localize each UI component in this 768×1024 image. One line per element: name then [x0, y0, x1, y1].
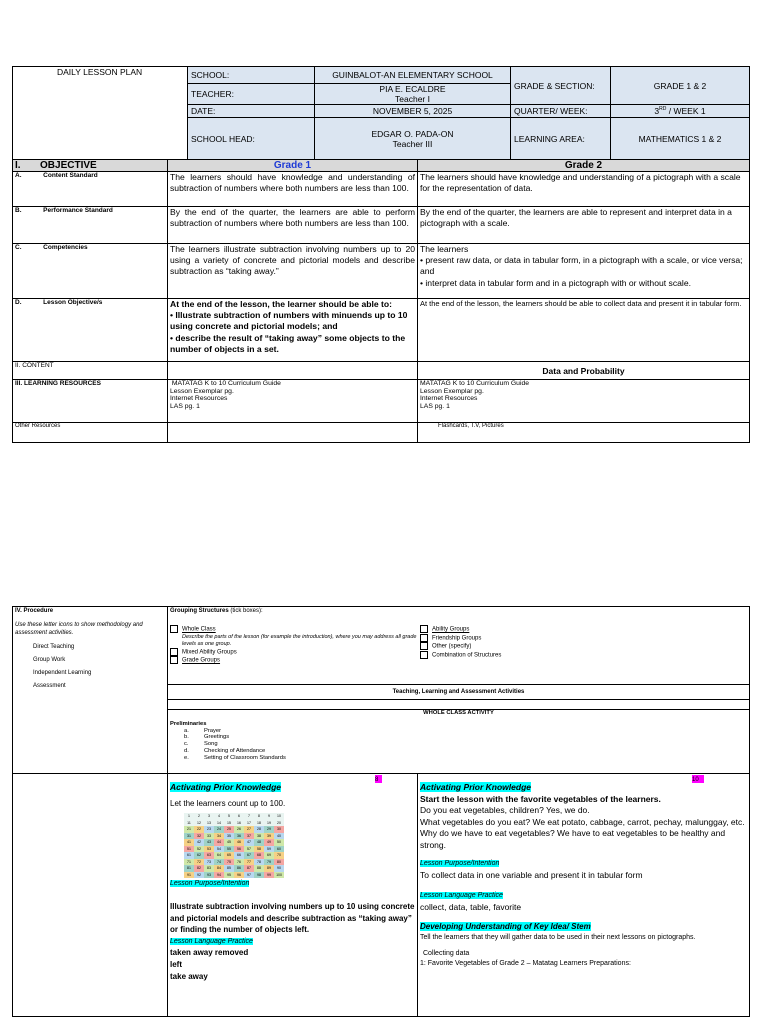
- content-standard-g2: The learners should have knowledge and understanding of a pictograph with a scale for the representation of data.: [418, 172, 750, 207]
- date-value: NOVEMBER 5, 2025: [315, 105, 511, 118]
- hundred-chart-cell: 49: [264, 839, 274, 846]
- hundred-chart-cell: 93: [204, 872, 214, 879]
- hundred-chart-cell: 9: [264, 813, 274, 820]
- hundred-chart-cell: 80: [274, 859, 284, 866]
- hundred-chart-cell: 10: [274, 813, 284, 820]
- grouping-cell: Grouping Structures (tick boxes): Whole Class Describe the parts of the lesson (for example the introduction), where you may address all grade levels as one group. Mixed Ability Groups Grade Groups Ability Groups Friendship Groups Other (specify) Combination of Structures: [168, 607, 750, 685]
- hundred-chart-cell: 95: [224, 872, 234, 879]
- content-g2: Data and Probability: [418, 362, 750, 380]
- other-resources-g1: [168, 423, 418, 443]
- resources-g2: MATATAG K to 10 Curriculum Guide Lesson Exemplar pg. Internet Resources LAS pg. 1: [418, 380, 750, 423]
- hundred-chart-cell: 59: [264, 846, 274, 853]
- hundred-chart-cell: 74: [214, 859, 224, 866]
- hundred-chart-cell: 64: [214, 852, 224, 859]
- hundred-chart-cell: 21: [184, 826, 194, 833]
- hundred-chart-cell: 91: [184, 872, 194, 879]
- checkbox-combination[interactable]: Combination of Structures: [420, 651, 501, 660]
- hundred-chart-cell: 62: [194, 852, 204, 859]
- hundred-chart-cell: 86: [234, 865, 244, 872]
- grade1-heading: Grade 1: [168, 160, 418, 172]
- g2-collect-item: 1: Favorite Vegetables of Grade 2 – Matatag Learners Preparations:: [420, 959, 631, 967]
- hundred-chart-cell: 99: [264, 872, 274, 879]
- hundred-chart-cell: 2: [194, 813, 204, 820]
- title-cell: [13, 67, 188, 160]
- method-group: Group Work: [33, 657, 66, 663]
- hundred-chart-cell: 68: [254, 852, 264, 859]
- hundred-chart-cell: 8: [254, 813, 264, 820]
- hundred-chart-cell: 87: [244, 865, 254, 872]
- hundred-chart-cell: 32: [194, 833, 204, 840]
- performance-standard-g2: By the end of the quarter, the learners are able to represent and interpret data in a pictograph with a scale.: [418, 207, 750, 244]
- area-value: MATHEMATICS 1 & 2: [611, 118, 750, 160]
- hundred-chart-cell: 39: [264, 833, 274, 840]
- hundred-chart-cell: 82: [194, 865, 204, 872]
- hundred-chart-cell: 54: [214, 846, 224, 853]
- hundred-chart-cell: 56: [234, 846, 244, 853]
- whole-class-heading: WHOLE CLASS ACTIVITY: [423, 710, 494, 716]
- hundred-chart-cell: 52: [194, 846, 204, 853]
- hundred-chart-cell: 73: [204, 859, 214, 866]
- hundred-chart-cell: 23: [204, 826, 214, 833]
- hundred-chart-cell: 58: [254, 846, 264, 853]
- hundred-chart-cell: 79: [264, 859, 274, 866]
- hundred-chart-cell: 1: [184, 813, 194, 820]
- hundred-chart-cell: 78: [254, 859, 264, 866]
- activities-sidebar: [13, 774, 168, 1017]
- competencies-g1: The learners illustrate subtraction involving numbers up to 20 using a variety of concrete and pictorial models and describe subtraction as “taking away.”: [168, 244, 418, 299]
- hundred-chart-cell: 98: [254, 872, 264, 879]
- hundred-chart-cell: 13: [204, 820, 214, 827]
- hundred-chart-cell: 12: [194, 820, 204, 827]
- hundred-chart-cell: 75: [224, 859, 234, 866]
- content-label: II. CONTENT: [13, 362, 168, 380]
- page-title: DAILY LESSON PLAN: [57, 67, 143, 77]
- hundred-chart-cell: 65: [224, 852, 234, 859]
- checkbox-whole-class[interactable]: Whole Class: [170, 625, 420, 634]
- g2-apk-title: Activating Prior Knowledge: [420, 782, 531, 792]
- hundred-chart-cell: 61: [184, 852, 194, 859]
- hundred-chart-cell: 43: [204, 839, 214, 846]
- procedure-note: Use these letter icons to show methodology and assessment activities.: [15, 622, 143, 636]
- hundred-chart-cell: 3: [204, 813, 214, 820]
- teacher-label: TEACHER:: [188, 84, 315, 105]
- competencies-g2: The learners • present raw data, or data in tabular form, in a pictograph with a scale, or vice versa; and • interpret data in tabular form and in a pictograph with or without scale.: [418, 244, 750, 299]
- method-independent: Independent Learning: [33, 670, 92, 676]
- objective-heading: I. OBJECTIVE: [13, 160, 168, 172]
- checkbox-other[interactable]: Other (specify): [420, 642, 501, 651]
- hundred-chart-cell: 44: [214, 839, 224, 846]
- hundred-chart-cell: 30: [274, 826, 284, 833]
- hundred-chart-cell: 7: [244, 813, 254, 820]
- spacer-row: [168, 700, 750, 710]
- hundred-chart-cell: 50: [274, 839, 284, 846]
- hundred-chart-cell: 15: [224, 820, 234, 827]
- hundred-chart-cell: 37: [244, 833, 254, 840]
- g1-purpose-text: Illustrate subtraction involving numbers up to 10 using concrete and pictorial models and describe subtraction as “taking away” or finding the number of objects left.: [170, 902, 415, 934]
- grade2-heading: Grade 2: [418, 160, 750, 172]
- checkbox-grade-groups[interactable]: Grade Groups: [170, 656, 420, 665]
- hundred-chart-cell: 97: [244, 872, 254, 879]
- quarter-value: 3RD / WEEK 1: [611, 105, 750, 118]
- other-resources-g2: Flashcards, T.V, Pictures: [418, 423, 750, 443]
- hundred-chart-cell: 31: [184, 833, 194, 840]
- hundred-chart-cell: 38: [254, 833, 264, 840]
- hundred-chart-cell: 55: [224, 846, 234, 853]
- hundred-chart-cell: 42: [194, 839, 204, 846]
- hundred-chart-cell: 6: [234, 813, 244, 820]
- head-title: Teacher III: [392, 138, 433, 149]
- teacher-title: Teacher I: [395, 94, 430, 104]
- whole-class-cell: [168, 710, 750, 774]
- hundred-chart-cell: 22: [194, 826, 204, 833]
- school-value: GUINBALOT-AN ELEMENTARY SCHOOL: [315, 67, 511, 84]
- hundred-chart-cell: 71: [184, 859, 194, 866]
- g2-tag: 10: [692, 775, 704, 783]
- quarter-label: QUARTER/ WEEK:: [511, 105, 611, 118]
- g1-instruction: Let the learners count up to 100.: [170, 799, 286, 808]
- hundred-chart-cell: 16: [234, 820, 244, 827]
- head-name: EDGAR O. PADA-ON: [371, 128, 454, 139]
- hundred-chart-cell: 53: [204, 846, 214, 853]
- g1-purpose-label: Lesson Purpose/Intention: [170, 880, 250, 887]
- hundred-chart-cell: 100: [274, 872, 284, 879]
- hundred-chart-cell: 88: [254, 865, 264, 872]
- head-value: [315, 118, 511, 160]
- hundred-chart-cell: 11: [184, 820, 194, 827]
- hundred-chart-cell: 48: [254, 839, 264, 846]
- g1-lang-label: Lesson Language Practice: [170, 937, 253, 945]
- hundred-chart-cell: 14: [214, 820, 224, 827]
- grade-value: GRADE 1 & 2: [611, 67, 750, 105]
- hundred-chart-cell: 36: [234, 833, 244, 840]
- g2-dev-text: Tell the learners that they will gather data to be used in their next lessons on pictographs.: [420, 933, 696, 941]
- procedure-label: IV. Procedure: [15, 608, 54, 614]
- preliminaries-title: Preliminaries: [170, 720, 207, 727]
- hundred-chart-cell: 47: [244, 839, 254, 846]
- hundred-chart-cell: 69: [264, 852, 274, 859]
- hundred-chart-cell: 66: [234, 852, 244, 859]
- hundred-chart-cell: 89: [264, 865, 274, 872]
- hundred-chart-cell: 96: [234, 872, 244, 879]
- hundred-chart-cell: 46: [234, 839, 244, 846]
- procedure-table: [12, 606, 750, 1017]
- hundred-chart-cell: 77: [244, 859, 254, 866]
- g1-tag: 8: [375, 775, 382, 783]
- hundred-chart-cell: 17: [244, 820, 254, 827]
- g2-lang-text: collect, data, table, favorite: [420, 901, 522, 912]
- head-label: SCHOOL HEAD:: [188, 118, 315, 160]
- g1-apk-title: Activating Prior Knowledge: [170, 782, 281, 792]
- hundred-chart-cell: 45: [224, 839, 234, 846]
- resources-label: III. LEARNING RESOURCES: [13, 380, 168, 423]
- content-g1: [168, 362, 418, 380]
- hundred-chart-cell: 34: [214, 833, 224, 840]
- hundred-chart-cell: 51: [184, 846, 194, 853]
- hundred-chart-cell: 72: [194, 859, 204, 866]
- content-standard-g1: The learners should have knowledge and understanding of subtraction of numbers where both numbers are less than 100.: [168, 172, 418, 207]
- grade2-activities: 10 Activating Prior Knowledge Start the lesson with the favorite vegetables of the learners. Do you eat vegetables, children? Yes, we do. What vegetables do you eat? We eat potato, cabbage, carrot, pechay, malunggay, etc. Why do we have to eat vegetables? We have to eat vegetables to be healthy and strong. Lesson Purpose/Intention To collect data in one variable and present it in tabular form Lesson Language Practice collect, data, table, favorite Developing Understanding of Key Idea/ Stem Tell the learners that they will gather data to be used in their next lessons on pictographs. Collecting data 1: Favorite Vegetables of Grade 2 – Matatag Learners Preparations:: [418, 774, 750, 1017]
- hundred-chart-cell: 84: [214, 865, 224, 872]
- g1-words: taken away removed left take away: [170, 947, 249, 981]
- hundred-chart-cell: 40: [274, 833, 284, 840]
- performance-standard-g1: By the end of the quarter, the learners are able to perform subtraction of numbers where both numbers are less than 100.: [168, 207, 418, 244]
- hundred-chart-cell: 90: [274, 865, 284, 872]
- hundred-chart: [184, 813, 415, 878]
- lesson-objectives-g2: At the end of the lesson, the learners should be able to collect data and present it in tabular form.: [418, 299, 750, 362]
- resources-g1: MATATAG K to 10 Curriculum Guide Lesson Exemplar pg. Internet Resources LAS pg. 1: [168, 380, 418, 423]
- school-label: SCHOOL:: [188, 67, 315, 84]
- hundred-chart-cell: 29: [264, 826, 274, 833]
- grade1-activities: [168, 774, 418, 1017]
- other-resources-label: Other Resources: [13, 423, 168, 443]
- teacher-value: [315, 84, 511, 105]
- objective-table: [12, 159, 750, 443]
- g2-start: Start the lesson with the favorite vegetables of the learners.: [420, 793, 661, 804]
- hundred-chart-cell: 26: [234, 826, 244, 833]
- hundred-chart-cell: 85: [224, 865, 234, 872]
- g2-purpose-text: To collect data in one variable and present it in tabular form: [420, 869, 643, 880]
- row-label-d: D. Lesson Objective/s: [13, 299, 168, 362]
- hundred-chart-cell: 63: [204, 852, 214, 859]
- hundred-chart-cell: 35: [224, 833, 234, 840]
- g2-collect: Collecting data: [423, 949, 470, 957]
- hundred-chart-cell: 94: [214, 872, 224, 879]
- checkbox-mixed-ability[interactable]: Mixed Ability Groups: [170, 648, 420, 657]
- hundred-chart-cell: 27: [244, 826, 254, 833]
- checkbox-ability[interactable]: Ability Groups: [420, 625, 501, 634]
- hundred-chart-cell: 76: [234, 859, 244, 866]
- hundred-chart-cell: 81: [184, 865, 194, 872]
- hundred-chart-cell: 70: [274, 852, 284, 859]
- hundred-chart-cell: 67: [244, 852, 254, 859]
- checkbox-friendship[interactable]: Friendship Groups: [420, 634, 501, 643]
- hundred-chart-cell: 4: [214, 813, 224, 820]
- row-label-a: A. Content Standard: [13, 172, 168, 207]
- hundred-chart-cell: 25: [224, 826, 234, 833]
- row-label-b: B. Performance Standard: [13, 207, 168, 244]
- hundred-chart-cell: 41: [184, 839, 194, 846]
- hundred-chart-cell: 19: [264, 820, 274, 827]
- hundred-chart-cell: 57: [244, 846, 254, 853]
- teacher-name: PIA E. ECALDRE: [379, 84, 446, 94]
- g2-lang-label: Lesson Language Practice: [420, 892, 503, 899]
- lesson-objectives-g1: At the end of the lesson, the learner should be able to: • Illustrate subtraction of numbers with minuends up to 10 using concrete and pictorial models; and • describe the result of “taking away” some objects to the number of objects in a set.: [168, 299, 418, 362]
- grade-label: GRADE & SECTION:: [511, 67, 611, 105]
- row-label-c: C. Competencies: [13, 244, 168, 299]
- area-label: LEARNING AREA:: [511, 118, 611, 160]
- hundred-chart-cell: 24: [214, 826, 224, 833]
- g2-dev-title: Developing Understanding of Key Idea/ Stem: [420, 922, 591, 931]
- date-label: DATE:: [188, 105, 315, 118]
- hundred-chart-cell: 5: [224, 813, 234, 820]
- hundred-chart-cell: 60: [274, 846, 284, 853]
- hundred-chart-cell: 20: [274, 820, 284, 827]
- method-assessment: Assessment: [33, 683, 66, 689]
- header-table: [12, 66, 750, 160]
- hundred-chart-cell: 92: [194, 872, 204, 879]
- hundred-chart-cell: 28: [254, 826, 264, 833]
- methods-list: [15, 641, 165, 693]
- procedure-sidebar: [13, 607, 168, 774]
- hundred-chart-cell: 83: [204, 865, 214, 872]
- hundred-chart-cell: 33: [204, 833, 214, 840]
- g2-purpose-label: Lesson Purpose/Intention: [420, 860, 500, 867]
- preliminaries-list: a. Prayer b. Greetings c. Song d. Checking of Attendance e. Setting of Classroom Standards: [184, 727, 286, 761]
- hundred-chart-cell: 18: [254, 820, 264, 827]
- method-direct: Direct Teaching: [33, 644, 75, 650]
- tla-heading: Teaching, Learning and Assessment Activities: [168, 685, 750, 700]
